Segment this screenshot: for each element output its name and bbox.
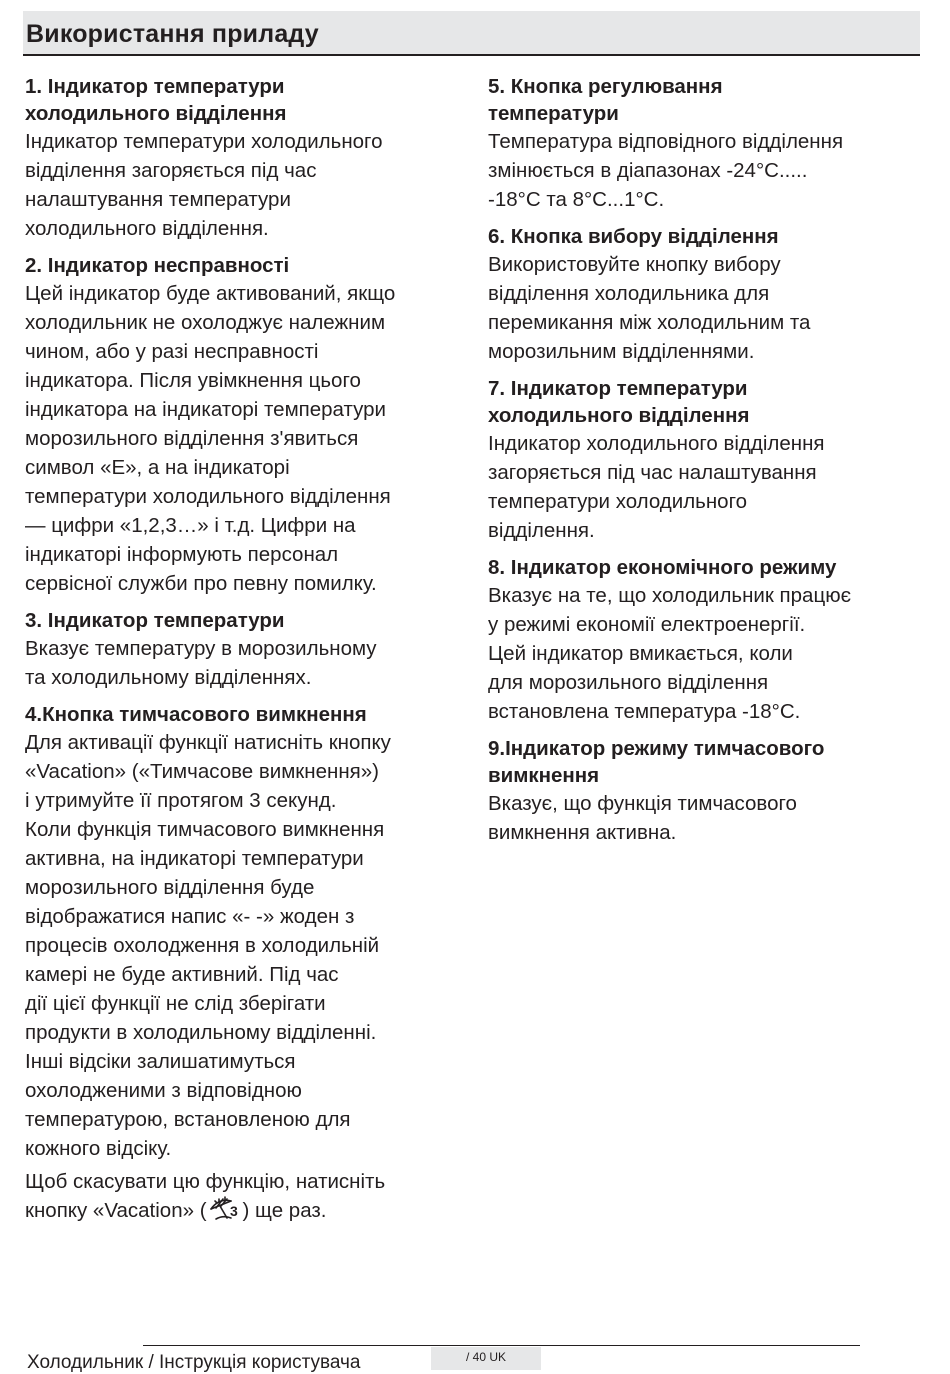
item-4-text-line: процесів охолодження в холодильній [25,934,380,957]
item-4-text-line: морозильного відділення буде [25,876,315,899]
item-2-text-line: холодильник не охолоджує належним [25,311,386,334]
page-number-badge: / 40 UK [431,1347,541,1370]
footer-divider [143,1345,860,1346]
item-3-text-line: та холодильному відділеннях. [25,666,312,689]
item-8-text-line: Цей індикатор вмикається, коли [488,642,793,665]
item-7-cooler-temp-indicator [488,375,933,545]
item-4-cancel-line: Щоб скасувати цю функцію, натисніть [25,1170,386,1193]
item-5-text-line: Температура відповідного відділення [488,130,844,153]
item-4-text-line: Коли функція тимчасового вимкнення [25,818,385,841]
item-4-text-line: відображатися напис «- -» жоден з [25,905,355,928]
item-9-title [488,735,933,789]
left-column [25,73,470,1234]
item-4-cancel-line [25,1196,470,1225]
item-2-error-indicator [25,252,470,598]
item-7-text-line: температури холодильного [488,490,748,513]
item-4-text-line: і утримуйте її протягом 3 секунд. [25,789,337,812]
item-1-text-line: холодильного відділення. [25,217,269,240]
item-3-text-line: Вказує температуру в морозильному [25,637,377,660]
item-5-title-line: температури [488,102,619,125]
item-2-text-line: — цифри «1,2,3…» і т.д. Цифри на [25,514,356,537]
item-5-text-line: змінюється в діапазонах -24°C..... [488,159,808,182]
item-7-text-line: відділення. [488,519,595,542]
right-column [488,73,933,856]
item-9-title-line: вимкнення [488,764,600,787]
item-7-text-line: Індикатор холодильного відділення [488,432,825,455]
item-3-title: 3. Індикатор температури [25,609,285,632]
footer-document-title: Холодильник / Інструкція користувача [27,1352,361,1373]
item-2-text-line: символ «E», а на індикаторі [25,456,290,479]
item-2-text-line: індикатора. Після увімкнення цього [25,369,361,392]
item-2-text-line: Цей індикатор буде активований, якщо [25,282,396,305]
vacation-umbrella-icon [207,1196,243,1223]
item-1-text-line: відділення загоряється під час [25,159,317,182]
item-9-text-line: вимкнення активна. [488,821,677,844]
item-2-text-line: температури холодильного відділення [25,485,391,508]
item-6-title: 6. Кнопка вибору відділення [488,225,779,248]
item-1-title-line: холодильного відділення [25,102,287,125]
item-6-text-line: відділення холодильника для [488,282,770,305]
item-7-title-line: 7. Індикатор температури [488,377,748,400]
item-4-title: 4.Кнопка тимчасового вимкнення [25,703,367,726]
item-3-temp-indicator [25,607,470,692]
item-5-title [488,73,933,127]
item-4-text-line: «Vacation» («Тимчасове вимкнення») [25,760,379,783]
item-6-text-line: Використовуйте кнопку вибору [488,253,781,276]
item-4-vacation-button [25,701,470,1225]
item-4-text-line: активна, на індикаторі температури [25,847,364,870]
item-1-text-line: Індикатор температури холодильного [25,130,383,153]
item-2-text-line: морозильного відділення з'явиться [25,427,359,450]
page-title: Використання приладу [26,20,319,48]
item-4-text-line: Для активації функції натисніть кнопку [25,731,391,754]
item-1-text-line: налаштування температури [25,188,291,211]
vacation-icon-digit: 3 [229,1203,238,1219]
item-2-title: 2. Індикатор несправності [25,254,290,277]
item-1-title-line: 1. Індикатор температури [25,75,285,98]
item-5-text-line: -18°C та 8°C...1°C. [488,188,665,211]
item-2-text-line: індикаторі інформують персонал [25,543,339,566]
item-7-title-line: холодильного відділення [488,404,750,427]
item-1-title [25,73,470,127]
item-5-title-line: 5. Кнопка регулювання [488,75,723,98]
item-2-text-line: індикатора на індикаторі температури [25,398,387,421]
item-6-text-line: перемикання між холодильним та [488,311,811,334]
item-7-text-line: загоряється під час налаштування [488,461,817,484]
item-4-text-line: кожного відсіку. [25,1137,172,1160]
item-4-text-line: температурою, встановленою для [25,1108,351,1131]
item-9-title-line: 9.Індикатор режиму тимчасового [488,737,825,760]
item-8-text-line: Вказує на те, що холодильник працює [488,584,852,607]
item-4-text-line: камері не буде активний. Під час [25,963,339,986]
item-9-text-line: Вказує, що функція тимчасового [488,792,797,815]
item-5-temp-adjust-button [488,73,933,214]
item-1-cooler-temp-indicator [25,73,470,243]
item-4-text-line: Інші відсіки залишатимуться [25,1050,296,1073]
item-8-text-line: встановлена температура -18°C. [488,700,801,723]
cancel-text-before: кнопку «Vacation» ( [25,1199,207,1222]
item-9-vacation-mode-indicator [488,735,933,847]
cancel-text-after: ) ще раз. [242,1199,327,1222]
item-8-title: 8. Індикатор економічного режиму [488,556,837,579]
item-6-text-line: морозильним відділеннями. [488,340,755,363]
item-8-text-line: для морозильного відділення [488,671,769,694]
item-4-text-line: охолодженими з відповідною [25,1079,302,1102]
item-8-text-line: у режимі економії електроенергії. [488,613,806,636]
item-4-text-line: дії цієї функції не слід зберігати [25,992,326,1015]
item-2-text-line: чином, або у разі несправності [25,340,319,363]
item-2-text-line: сервісної служби про певну помилку. [25,572,377,595]
item-4-text-line: продукти в холодильному відділенні. [25,1021,377,1044]
item-6-compartment-select-button [488,223,933,366]
section-header-bar [23,11,920,56]
item-8-eco-mode-indicator [488,554,933,726]
item-7-title [488,375,933,429]
